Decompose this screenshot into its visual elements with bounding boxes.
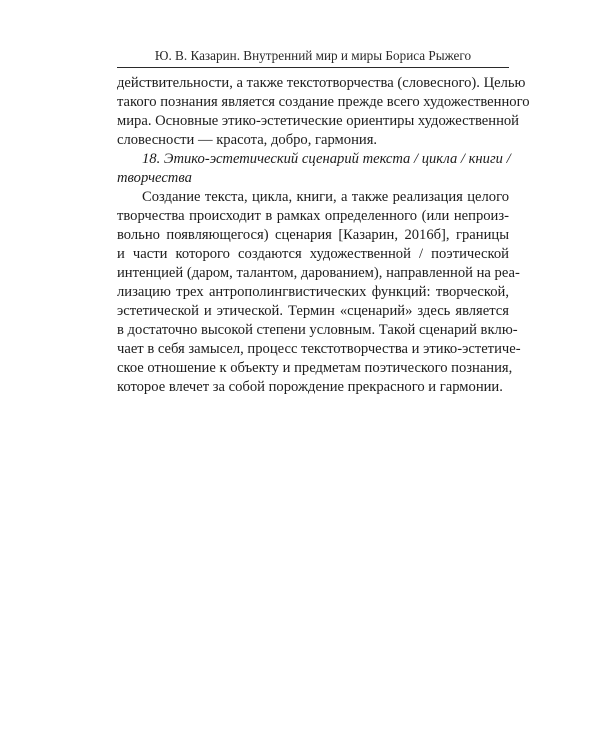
text-line: интенцией (даром, талантом, дарованием), направленной на реа- [117,265,520,281]
heading-line: 18. Этико-эстетический сценарий текста / цикла / книги / [142,151,511,167]
section-heading-18 [117,150,509,188]
text-line: творчества происходит в рамках определенного (или непроиз- [117,208,509,224]
text-line: словесности — красота, добро, гармония. [117,132,378,148]
text-line: Создание текста, цикла, книги, а также реализация целого [142,189,509,205]
text-line: ское отношение к объекту и предметам поэтического познания, [117,360,513,376]
header-rule [117,67,509,68]
text-line: действительности, а также текстотворчества (словесного). Целью [117,75,526,91]
text-line: мира. Основные этико-эстетические ориентиры художественной [117,113,519,129]
text-line: и части которого создаются художественной / поэтической [117,246,509,262]
body-text [117,74,530,397]
text-line: которое влечет за собой порождение прекрасного и гармонии. [117,379,503,395]
text-line: вольно появляющегося) сценария [Казарин, 2016б], границы [117,227,509,243]
text-line: лизацию трех антрополингвистических функций: творческой, [117,284,509,300]
text-line: в достаточно высокой степени условным. Такой сценарий вклю- [117,322,518,338]
paragraph-2 [117,188,521,397]
heading-line: творчества [117,170,192,186]
running-head: Ю. В. Казарин. Внутренний мир и миры Бориса Рыжего [154,48,472,63]
text-line: эстетической и этической. Термин «сценарий» здесь является [117,303,509,319]
paragraph-1 [117,74,530,150]
text-line: чает в себя замысел, процесс текстотворчества и этико-эстетиче- [117,341,521,357]
text-line: такого познания является создание прежде всего художественного [117,94,530,110]
